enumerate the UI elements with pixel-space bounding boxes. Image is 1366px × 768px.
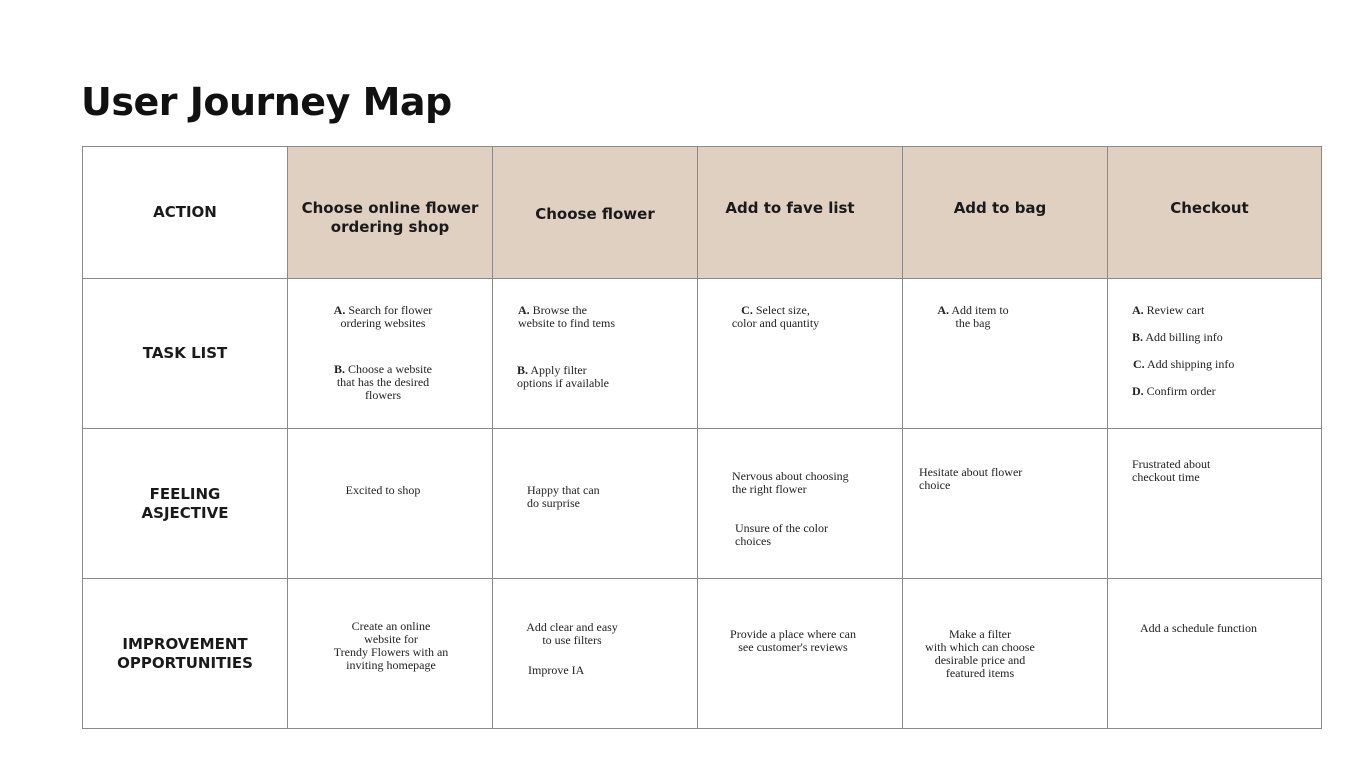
row-label-action: ACTION bbox=[153, 203, 217, 221]
task-item bbox=[517, 364, 687, 390]
task-cell bbox=[903, 279, 1108, 429]
task-letter: B. bbox=[334, 362, 346, 376]
task-cell bbox=[1108, 279, 1322, 429]
task-text: Review cart bbox=[1146, 303, 1205, 317]
stage-label-add-to-bag: Add to bag bbox=[953, 199, 1047, 217]
feeling-cell bbox=[288, 429, 493, 579]
stage-label-checkout: Checkout bbox=[1170, 199, 1249, 217]
row-label-cell bbox=[83, 429, 288, 579]
feeling-text: Happy that can do surprise bbox=[527, 483, 600, 510]
feeling-text: Frustrated about checkout time bbox=[1132, 457, 1211, 484]
improvement-text: Improve IA bbox=[528, 663, 585, 677]
task-text: Add billing info bbox=[1145, 330, 1223, 344]
task-text: Apply filter options if available bbox=[517, 363, 609, 390]
task-item bbox=[518, 304, 688, 330]
task-item bbox=[1132, 385, 1302, 398]
feeling-cell bbox=[493, 429, 698, 579]
task-letter: A. bbox=[1132, 303, 1144, 317]
task-list-row bbox=[83, 279, 1322, 429]
improvement-text: Make a filter with which can choose desirable price and featured items bbox=[925, 627, 1035, 680]
improvement-cell bbox=[288, 579, 493, 729]
task-item bbox=[1132, 331, 1302, 344]
task-text: Confirm order bbox=[1146, 384, 1216, 398]
feeling-text: Nervous about choosing the right flower bbox=[732, 469, 849, 496]
action-row bbox=[83, 147, 1322, 279]
task-item bbox=[1132, 304, 1302, 317]
task-item bbox=[928, 304, 1018, 330]
improvement-text: Add a schedule function bbox=[1140, 621, 1257, 635]
row-label-feeling: FEELING ASJECTIVE bbox=[141, 484, 229, 522]
task-text: Select size, color and quantity bbox=[731, 303, 820, 330]
feeling-cell bbox=[903, 429, 1108, 579]
improvement-cell bbox=[1108, 579, 1322, 729]
task-letter: B. bbox=[517, 363, 529, 377]
row-label-cell bbox=[83, 579, 288, 729]
task-letter: B. bbox=[1132, 330, 1144, 344]
improvement-text: Add clear and easy to use filters bbox=[526, 620, 618, 647]
row-label-improvement: IMPROVEMENT OPPORTUNITIES bbox=[117, 634, 253, 672]
stage-label-choose-shop: Choose online flower ordering shop bbox=[301, 199, 479, 236]
task-letter: A. bbox=[518, 303, 530, 317]
task-text: Add shipping info bbox=[1147, 357, 1235, 371]
task-letter: A. bbox=[333, 303, 346, 317]
stage-header-cell bbox=[288, 147, 493, 279]
task-cell bbox=[698, 279, 903, 429]
row-label-task-list: TASK LIST bbox=[142, 344, 228, 362]
feeling-cell bbox=[1108, 429, 1322, 579]
task-cell bbox=[493, 279, 698, 429]
page-title: User Journey Map bbox=[81, 80, 452, 124]
feeling-text: Hesitate about flower choice bbox=[919, 465, 1023, 492]
task-letter: D. bbox=[1132, 384, 1144, 398]
improvement-text: Provide a place where can see customer's reviews bbox=[730, 627, 856, 654]
improvement-text: Create an online website for Trendy Flowers with an inviting homepage bbox=[333, 619, 449, 672]
improvement-cell bbox=[698, 579, 903, 729]
feeling-row bbox=[83, 429, 1322, 579]
task-text: Search for flower ordering websites bbox=[340, 303, 433, 330]
task-letter: C. bbox=[741, 303, 753, 317]
task-text: Browse the website to find tems bbox=[518, 303, 615, 330]
task-cell bbox=[288, 279, 493, 429]
task-item bbox=[328, 304, 438, 330]
stage-header-cell bbox=[903, 147, 1108, 279]
stage-label-choose-flower: Choose flower bbox=[535, 205, 655, 223]
feeling-cell bbox=[698, 429, 903, 579]
task-letter: C. bbox=[1133, 357, 1145, 371]
task-text: Add item to the bag bbox=[951, 303, 1009, 330]
task-text: Choose a website that has the desired flowers bbox=[336, 362, 432, 402]
improvement-cell bbox=[903, 579, 1108, 729]
stage-header-cell bbox=[1108, 147, 1322, 279]
task-item bbox=[1133, 358, 1303, 371]
improvement-row bbox=[83, 579, 1322, 729]
task-letter: A. bbox=[937, 303, 949, 317]
feeling-text: Unsure of the color choices bbox=[735, 521, 828, 548]
row-label-cell bbox=[83, 279, 288, 429]
feeling-text: Excited to shop bbox=[345, 483, 421, 497]
journey-map-table bbox=[82, 146, 1322, 729]
improvement-cell bbox=[493, 579, 698, 729]
stage-header-cell bbox=[493, 147, 698, 279]
stage-header-cell bbox=[698, 147, 903, 279]
task-item bbox=[328, 363, 438, 402]
task-item bbox=[723, 304, 828, 330]
stage-label-fave-list: Add to fave list bbox=[725, 199, 855, 217]
row-label-cell bbox=[83, 147, 288, 279]
